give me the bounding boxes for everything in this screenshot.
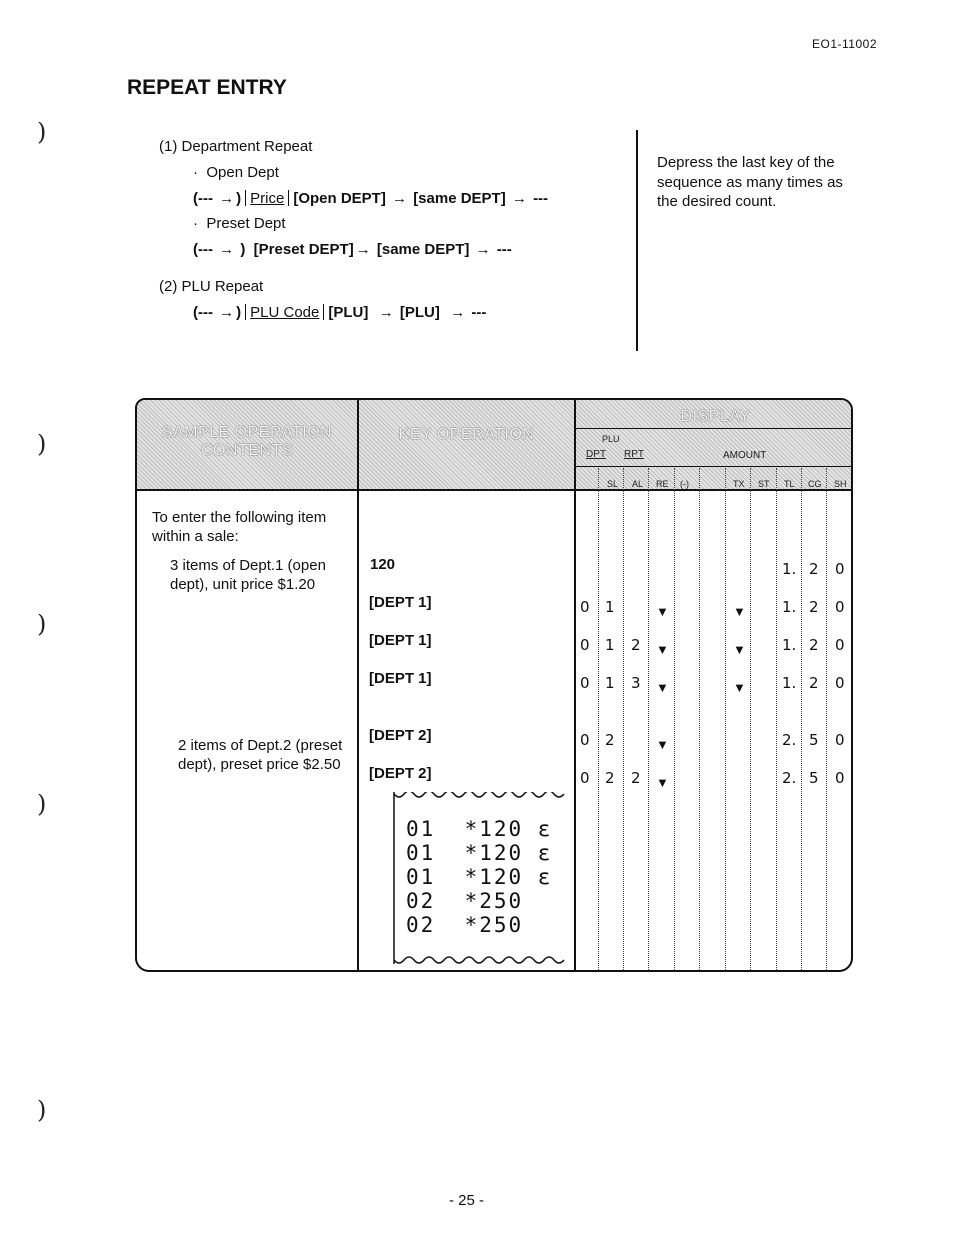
display-amount-digit: 2 [809,674,819,692]
display-repeat-count: 2 [631,769,641,787]
arrow-icon: → [219,304,235,321]
receipt-line: 01 *120 ε [406,865,553,889]
arrow-icon: → [355,241,371,258]
binding-mark: ) [37,610,47,638]
display-amount-digit: 1. [782,560,797,578]
indicator-triangle-icon: ▼ [656,775,669,790]
page-number: - 25 - [449,1192,485,1209]
header-plu: PLU [602,434,620,444]
display-column-line [826,468,827,972]
indicator-label: SH [834,479,847,489]
column-separator [357,400,359,972]
binding-mark: ) [37,430,47,458]
display-amount-digit: 5 [809,769,819,787]
contents-item-dept2: 2 items of Dept.2 (preset dept), preset price $2.50 [178,737,343,773]
key-operation: [DEPT 1] [369,594,432,611]
header-display: DISPLAY [680,408,751,425]
header-rule [576,428,853,429]
preset-dept-sequence: (--- → ) [Preset DEPT] → [same DEPT] → --- [193,241,512,258]
display-amount-digit: 2 [809,560,819,578]
display-column-line [699,468,700,972]
open-dept-sequence: (--- → ) Price [Open DEPT] → [same DEPT] → --- [193,190,549,207]
display-amount-digit: 2 [809,636,819,654]
display-amount-digit: 2. [782,769,797,787]
display-dept-digit: 0 [580,731,590,749]
receipt-line: 02 *250 [406,889,524,913]
display-amount-digit: 0 [835,598,845,616]
binding-mark: ) [37,790,47,818]
display-dept-digit: 1 [605,598,615,616]
display-dept-digit: 1 [605,674,615,692]
display-amount-digit: 5 [809,731,819,749]
display-repeat-count: 2 [631,636,641,654]
display-amount-digit: 0 [835,560,845,578]
display-column-line [623,468,624,972]
indicator-label: SL [607,479,619,489]
preset-dept-label: · Preset Dept [193,215,286,232]
sample-operation-table [135,398,853,972]
indicator-triangle-icon: ▼ [733,604,746,619]
display-column-line [598,468,599,972]
arrow-icon: → [219,241,235,258]
display-repeat-count: 3 [631,674,641,692]
indicator-label: RE [656,479,669,489]
contents-item-dept1: 3 items of Dept.1 (open dept), unit price $1.20 [170,557,326,593]
indicator-triangle-icon: ▼ [656,642,669,657]
indicator-triangle-icon: ▼ [733,642,746,657]
display-dept-digit: 0 [580,598,590,616]
header-rule [576,466,853,467]
display-amount-digit: 2 [809,598,819,616]
receipt-line: 01 *120 ε [406,841,553,865]
document-id: EO1-11002 [812,37,877,51]
indicator-label: (-) [680,479,689,489]
display-amount-digit: 0 [835,674,845,692]
display-dept-digit: 0 [580,769,590,787]
indicator-label: CG [808,479,822,489]
instruction-note: Depress the last key of the sequence as many times as the desired count. [657,154,843,210]
page-title: REPEAT ENTRY [127,76,287,99]
indicator-label: ST [758,479,770,489]
display-amount-digit: 1. [782,598,797,616]
display-column-line [648,468,649,972]
header-dpt: DPT [586,449,606,460]
header-shade [359,400,574,489]
header-bottom-rule [137,489,853,491]
arrow-icon: → [378,304,394,321]
indicator-triangle-icon: ▼ [656,680,669,695]
section-plu-repeat-heading: (2) PLU Repeat [159,278,264,295]
arrow-icon: → [219,190,235,207]
receipt-line: 01 *120 ε [406,817,553,841]
receipt-line: 02 *250 [406,913,524,937]
display-dept-digit: 2 [605,731,615,749]
display-dept-digit: 0 [580,674,590,692]
indicator-label: TL [784,479,795,489]
display-column-line [750,468,751,972]
binding-mark: ) [37,1096,47,1124]
header-contents: SAMPLE OPERATION CONTENTS [161,424,333,459]
contents-intro: To enter the following item within a sale: [152,509,327,545]
display-column-line [776,468,777,972]
display-amount-digit: 2. [782,731,797,749]
section-dept-repeat-heading: (1) Department Repeat [159,138,313,155]
display-amount-digit: 0 [835,769,845,787]
arrow-icon: → [392,190,408,207]
binding-mark: ) [37,118,47,146]
header-rpt: RPT [624,449,644,460]
key-operation: [DEPT 1] [369,670,432,687]
key-operation: [DEPT 1] [369,632,432,649]
display-amount-digit: 1. [782,636,797,654]
display-amount-digit: 0 [835,731,845,749]
display-column-line [674,468,675,972]
header-key-operation: KEY OPERATION [398,426,535,443]
key-operation: [DEPT 2] [369,727,432,744]
indicator-triangle-icon: ▼ [656,737,669,752]
display-column-line [725,468,726,972]
display-dept-digit: 0 [580,636,590,654]
receipt [392,792,570,968]
key-operation: [DEPT 2] [369,765,432,782]
display-column-line [801,468,802,972]
open-dept-label: · Open Dept [193,164,279,181]
arrow-icon: → [475,241,491,258]
header-amount: AMOUNT [723,450,767,461]
display-amount-digit: 0 [835,636,845,654]
arrow-icon: → [511,190,527,207]
indicator-triangle-icon: ▼ [656,604,669,619]
display-dept-digit: 2 [605,769,615,787]
key-operation: 120 [370,556,396,573]
divider [636,130,638,351]
plu-repeat-sequence: (--- → ) PLU Code [PLU] → [PLU] → --- [193,304,487,321]
arrow-icon: → [450,304,466,321]
indicator-label: TX [733,479,745,489]
display-amount-digit: 1. [782,674,797,692]
indicator-label: AL [632,479,644,489]
indicator-triangle-icon: ▼ [733,680,746,695]
display-dept-digit: 1 [605,636,615,654]
column-separator [574,400,576,972]
